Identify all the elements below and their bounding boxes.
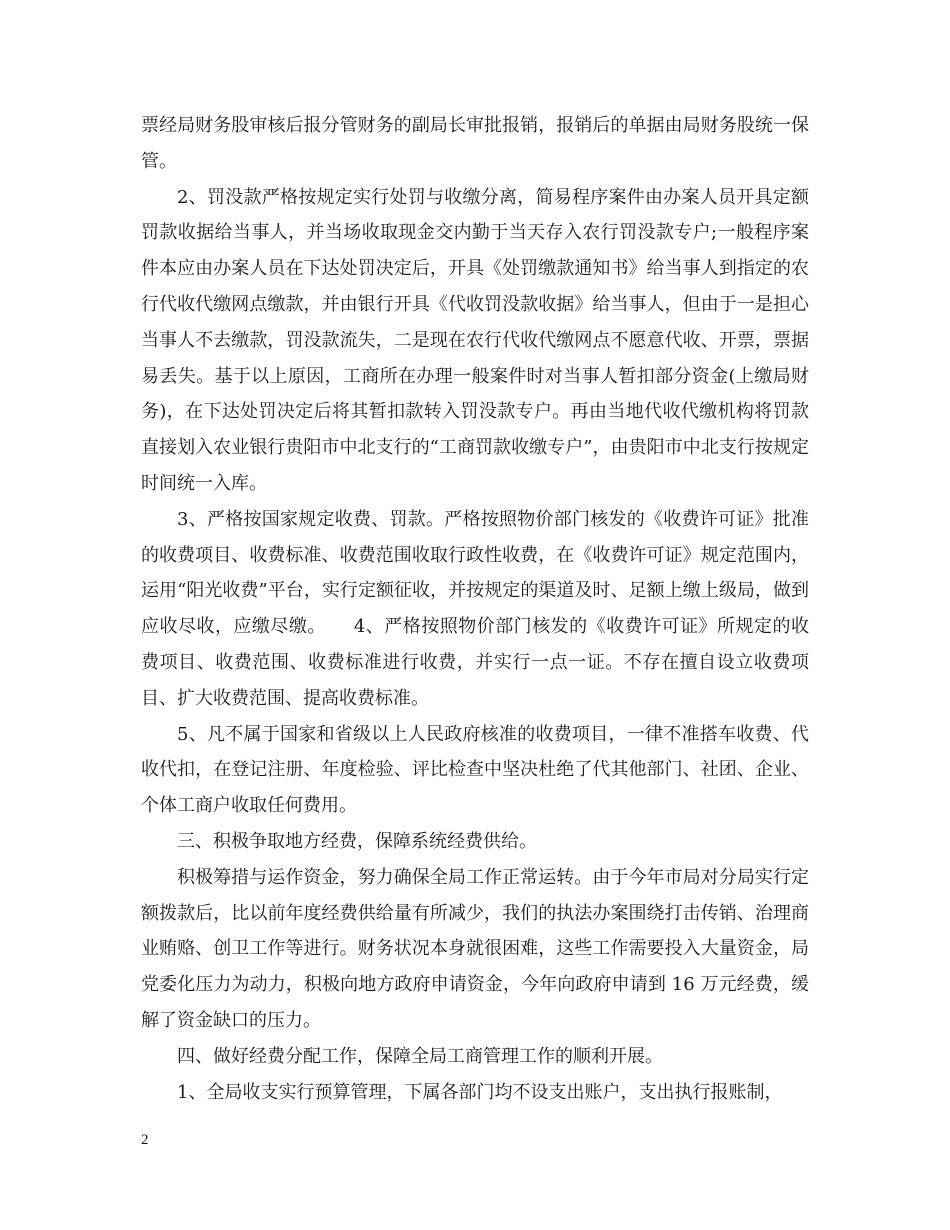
paragraph-continuation: 票经局财务股审核后报分管财务的副局长审批报销，报销后的单据由局财务股统一保管。	[141, 115, 809, 172]
paragraph-budget-management: 1、全局收支实行预算管理，下属各部门均不设支出账户，支出执行报账制，	[177, 1081, 783, 1103]
section-heading-fund-allocation: 四、做好经费分配工作，保障全局工商管理工作的顺利开展。	[177, 1045, 663, 1067]
document-body	[141, 108, 809, 1110]
section-heading-local-funding: 三、积极争取地方经费，保障系统经费供给。	[177, 830, 537, 852]
page-number: 2	[141, 1132, 149, 1148]
paragraph-raising-funds: 积极筹措与运作资金，努力确保全局工作正常运转。由于今年市局对分局实行定额拨款后，比以前年度经费供给量有所减少，我们的执法办案围绕打击传销、治理商业贿赂、创卫工作等进行。财务状况本身就很困难，这些工作需要投入大量资金，局党委化压力为动力，积极向地方政府申请资金，今年向政府申请到 16 万元经费，缓解了资金缺口的压力。	[141, 866, 809, 1031]
paragraph-fee-standards: 3、严格按国家规定收费、罚款。严格按照物价部门核发的《收费许可证》批准的收费项目、收费标准、收费范围收取行政性收费，在《收费许可证》规定范围内，运用“阳光收费”平台，实行定额征收，并按规定的渠道及时、足额上缴上级局，做到应收尽收，应缴尽缴。 4、严格按照物价部门核发的《收费许可证》所规定的收费项目、收费范围、收费标准进行收费，并实行一点一证。不存在擅自设立收费项目、扩大收费范围、提高收费标准。	[141, 508, 809, 709]
paragraph-fines-collection: 2、罚没款严格按规定实行处罚与收缴分离，简易程序案件由办案人员开具定额罚款收据给当事人，并当场收取现金交内勤于当天存入农行罚没款专户;一般程序案件本应由办案人员在下达处罚决定后，开具《处罚缴款通知书》给当事人到指定的农行代收代缴网点缴款，并由银行开具《代收罚没款收据》给当事人，但由于一是担心当事人不去缴款，罚没款流失，二是现在农行代收代缴网点不愿意代收、开票，票据易丢失。基于以上原因，工商所在办理一般案件时对当事人暂扣部分资金(上缴局财务)，在下达处罚决定后将其暂扣款转入罚没款专户。再由当地代收代缴机构将罚款直接划入农业银行贵阳市中北支行的“工商罚款收缴专户”，由贵阳市中北支行按规定时间统一入库。	[141, 186, 809, 494]
paragraph-no-extra-fees: 5、凡不属于国家和省级以上人民政府核准的收费项目，一律不准搭车收费、代收代扣，在登记注册、年度检验、评比检查中坚决杜绝了代其他部门、社团、企业、个体工商户收取任何费用。	[141, 723, 809, 817]
